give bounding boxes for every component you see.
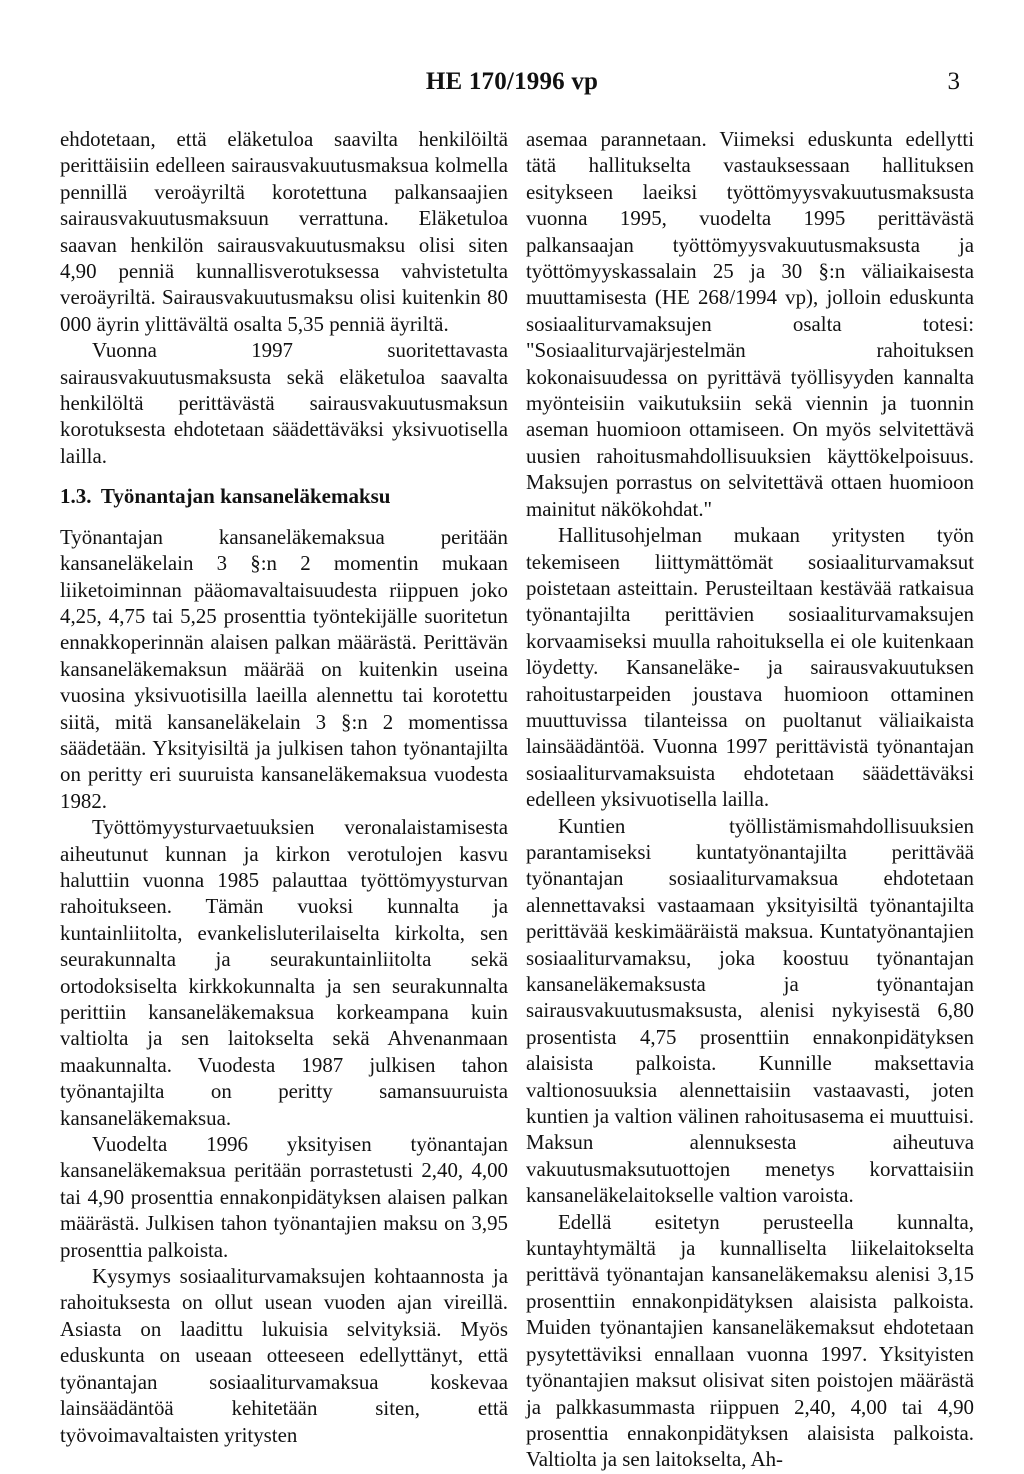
paragraph: Työttömyysturvaetuuksien veronalaistamisesta aiheutunut kunnan ja kirkon verotulojen kasvu haluttiin vuonna 1985 palauttaa työttömyysturvan rahoitukseen. Tämän vuoksi kunnalta ja kuntainliitolta, evankelisluterilaiselta kirkolta, sen seurakunnalta ja seurakuntainliitolta sekä ortodoksiselta kirkkokunnalta ja sen seurakunnalta perittiin kansaneläkemaksua korkeampana kuin valtiolta ja sen laitokselta sekä Ahvenanmaan maakunnalta. Vuodesta 1987 julkisen tahon työnantajilta on peritty samansuuruista kansaneläkemaksua. bbox=[60, 815, 508, 1130]
paragraph: Vuodelta 1996 yksityisen työnantajan kansaneläkemaksua peritään porrastetusti 2,40, 4,00 tai 4,90 prosenttia ennakonpidätyksen alaisen palkan määrästä. Julkisen tahon työnantajien maksu on 3,95 prosenttia palkoista. bbox=[60, 1132, 508, 1262]
right-column bbox=[526, 126, 974, 1473]
paragraph: Työnantajan kansaneläkemaksua peritään kansaneläkelain 3 §:n 2 momentin mukaan liiketoiminnan pääomavaltaisuudesta riippuen joko 4,25, 4,75 tai 5,25 prosenttia työntekijälle suoritetun ennakkoperinnän alaisen palkan määrästä. Perittävän kansaneläkemaksun määrää on kuitenkin useina vuosina yksivuotisilla laeilla alennettu tai korotettu siitä, mitä kansaneläkelain 3 §:n 2 momentissa säädetään. Yksityisiltä ja julkisen tahon työnantajilta on peritty eri suuruista kansaneläkemaksua vuodesta 1982. bbox=[60, 524, 508, 813]
page-header bbox=[0, 68, 1024, 108]
paragraph: Kysymys sosiaaliturvamaksujen kohtaannosta ja rahoituksesta on ollut usean vuoden ajan vireillä. Asiasta on laadittu lukuisia selvityksiä. Myös eduskunta on useaan otteeseen edellyttänyt, että työnantajan sosiaaliturvamaksua koskevaa lainsäädäntöä kehitetään siten, että työvoimavaltaisten yritysten bbox=[60, 1264, 508, 1447]
page-number: 3 bbox=[947, 68, 960, 95]
paragraph: ehdotetaan, että eläketuloa saavilta henkilöiltä perittäisiin edelleen sairausvakuutusmaksua kolmella pennillä veroäyriltä korotettuna palkansaajien sairausvakuutusmaksuun verrattuna. Eläketuloa saavan henkilön sairausvakuutusmaksu olisi siten 4,90 penniä kunnallisverotuksessa vahvistetulta veroäyriltä. Sairausvakuutusmaksu olisi kuitenkin 80 000 äyrin ylittävältä osalta 5,35 penniä äyriltä. bbox=[60, 127, 508, 336]
paragraph: asemaa parannetaan. Viimeksi eduskunta edellytti tätä hallitukselta vastauksessaan hallituksen esitykseen laeiksi työttömyysvakuutusmaksusta vuonna 1995, vuodelta 1995 perittävästä palkansaajan työttömyysvakuutusmaksusta ja työttömyyskassalain 25 ja 30 §:n väliaikaisesta muuttamisesta (HE 268/1994 vp), jolloin eduskunta sosiaaliturvamaksujen osalta totesi: "Sosiaaliturvajärjestelmän rahoituksen kokonaisuudessa on pyrittävä työllisyyden kannalta myönteisiin vaikutuksiin sekä viennin ja tuonnin aseman huomioon ottamiseen. On myös selvitettävä uusien rahoitusmahdollisuuksien käyttökelpoisuus. Maksujen porrastus on selvitettävä ottaen huomioon mainitut näkökohdat." bbox=[526, 127, 974, 521]
paragraph: Hallitusohjelman mukaan yritysten työn tekemiseen liittymättömät sosiaaliturvamaksut poistetaan asteittain. Perusteiltaan kestävää ratkaisua työnantajilta perittävien sosiaaliturvamaksujen korvaamiseksi muulla rahoituksella ei ole kuitenkaan löydetty. Kansaneläke- ja sairausvakuutuksen rahoitustarpeiden joustava huomioon ottaminen muuttuvissa tilanteissa on puoltanut väliaikaista lainsäädäntöä. Vuonna 1997 perittävistä työnantajan sosiaaliturvamaksuista ehdotetaan säädettäväksi edelleen yksivuotisella lailla. bbox=[526, 523, 974, 812]
paragraph: Edellä esitetyn perusteella kunnalta, kuntayhtymältä ja kunnalliselta liikelaitokselta perittävä työnantajan kansaneläkemaksu alenisi 3,15 prosenttiin ennakonpidätyksen alaisista palkoista. Muiden työnantajien kansaneläkemaksut ehdotetaan pysytettäviksi ennallaan vuonna 1997. Yksityisten työnantajien maksut olisivat siten poistojen määrästä ja palkkasummasta riippuen 2,40, 4,00 tai 4,90 prosenttia ennakonpidätyksen alaisista palkoista. Valtiolta ja sen laitokselta, Ah- bbox=[526, 1209, 974, 1472]
paragraph: Vuonna 1997 suoritettavasta sairausvakuutusmaksusta sekä eläketuloa saavalta henkilöltä perittävästä sairausvakuutusmaksun korotuksesta ehdotetaan säädettäväksi yksivuotisella lailla. bbox=[60, 338, 508, 468]
paragraph: Kuntien työllistämismahdollisuuksien parantamiseksi kuntatyönantajilta perittävää työnantajan sosiaaliturvamaksua ehdotetaan alennettavaksi vastaamaan yksityisiltä työnantajilta perittävää keskimääräistä maksua. Kuntatyönantajien sosiaaliturvamaksu, joka koostuu työnantajan kansaneläkemaksusta ja työnantajan sairausvakuutusmaksusta, alenisi nykyisestä 6,80 prosentista 4,75 prosenttiin ennakonpidätyksen alaisista palkoista. Kunnille maksettavia valtionosuuksia alennettaisiin vastaavasti, joten kuntien ja valtion välinen rahoitusasema ei muuttuisi. Maksun alennuksesta aiheutuva vakuutusmaksutuottojen menetys korvattaisiin kansaneläkelaitokselle valtion varoista. bbox=[526, 813, 974, 1208]
document-id: HE 170/1996 vp bbox=[425, 68, 599, 95]
section-heading bbox=[60, 483, 508, 509]
left-column bbox=[60, 126, 508, 1448]
section-number: 1.3. bbox=[60, 484, 92, 509]
section-title: Työnantajan kansaneläkemaksu bbox=[100, 484, 391, 509]
